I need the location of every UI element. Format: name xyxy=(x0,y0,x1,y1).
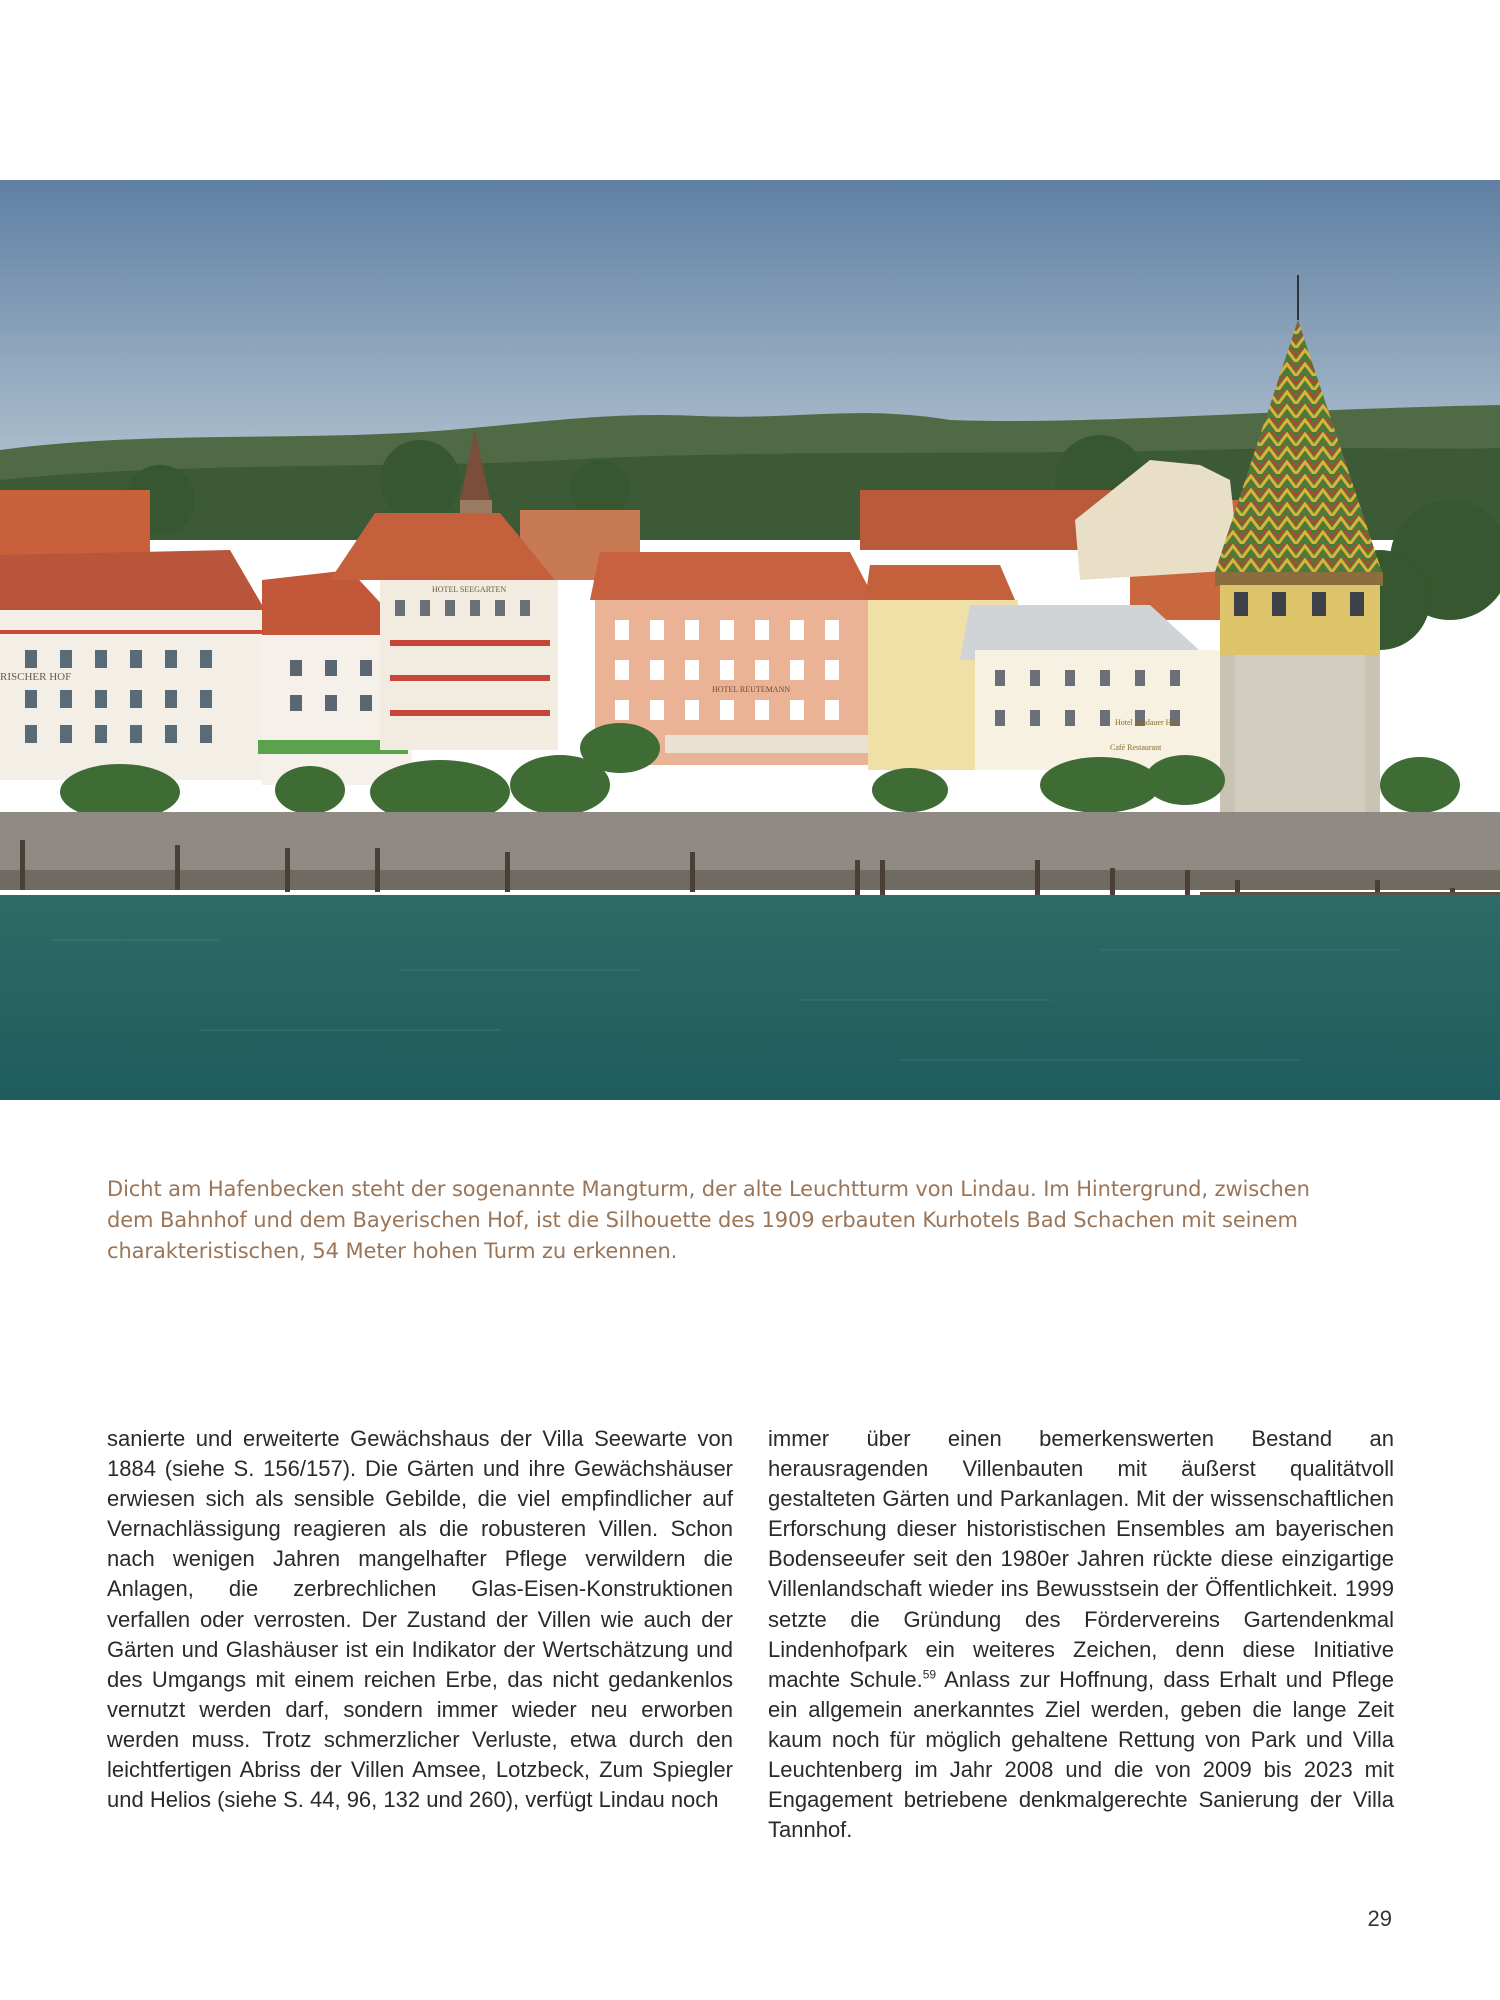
body-text-left-column: sanierte und erweiterte Gewächshaus der Villa Seewarte von 1884 (siehe S. 156/157). Die Gärten und ihre Gewächshäuser erwiesen sich als sensible Gebilde, die viel empfindlicher auf Vernachlässigung reagieren als die robusteren Villen. Schon nach wenigen Jahren mangelhafter Pflege verwildern die Anlagen, die zerbrechlichen Glas-Eisen-Konstruktionen verfallen oder verrosten. Der Zustand der Villen wie auch der Gärten und Glashäuser ist ein Indikator der Wertschätzung und des Umgangs mit einem reichen Erbe, das nicht gedankenlos vernutzt werden darf, sondern immer wieder neu erworben werden muss. Trotz schmerzlicher Verluste, etwa durch den leichtfertigen Abriss der Villen Amsee, Lotzbeck, Zum Spiegler und Helios (siehe S. 44, 96, 132 und 260), verfügt Lindau noch xyxy=(107,1426,733,1813)
svg-text:Hotel Lindauer Hof: Hotel Lindauer Hof xyxy=(1115,718,1179,727)
hotel-left xyxy=(0,550,265,780)
page-number: 29 xyxy=(1367,1906,1392,1931)
body-text-right-column xyxy=(768,1424,1394,1845)
svg-text:HOTEL SEEGARTEN: HOTEL SEEGARTEN xyxy=(432,585,507,594)
svg-text:Café Restaurant: Café Restaurant xyxy=(1110,743,1162,752)
svg-text:RISCHER HOF: RISCHER HOF xyxy=(0,671,72,683)
body-text-right-part1: immer über einen bemerkenswerten Bestand an herausragenden Villenbauten mit äußerst qualitätvoll gestalteten Gärten und Parkanlagen. Mit der wissenschaftlichen Erforschung dieser historistischen Ensembles am bayerischen Bodenseeufer seit den 1980er Jahren rückte diese einzigartige Villenlandschaft wieder ins Bewusstsein der Öffentlichkeit. 1999 setzte die Gründung des Fördervereins Gartendenkmal Lindenhofpark ein weiteres Zeichen, denn diese Initiative machte Schule. xyxy=(768,1426,1394,1692)
footnote-marker: 59 xyxy=(922,1667,937,1682)
svg-text:HOTEL REUTEMANN: HOTEL REUTEMANN xyxy=(712,685,791,694)
photo-caption: Dicht am Hafenbecken steht der sogenannte Mangturm, der alte Leuchtturm von Lindau. Im Hintergrund, zwischen dem Bahnhof und dem Bayerischen Hof, ist die Silhouette des 1909 erbauten Kurhotels Bad Schachen mit seinem charakteristischen, 54 Meter hohen Turm zu erkennen. xyxy=(107,1177,1310,1263)
lake-water xyxy=(0,895,1500,1100)
harbour-photo xyxy=(0,180,1500,1100)
body-text-right-part2: Anlass zur Hoffnung, dass Erhalt und Pflege ein allgemein anerkanntes Ziel werden, geben die lange Zeit kaum noch für möglich gehaltene Rettung von Park und Villa Leuchtenberg im Jahr 2008 und die von 2009 bis 2023 mit Engagement betriebene denkmalgerechte Sanierung der Villa Tannhof. xyxy=(768,1666,1395,1843)
